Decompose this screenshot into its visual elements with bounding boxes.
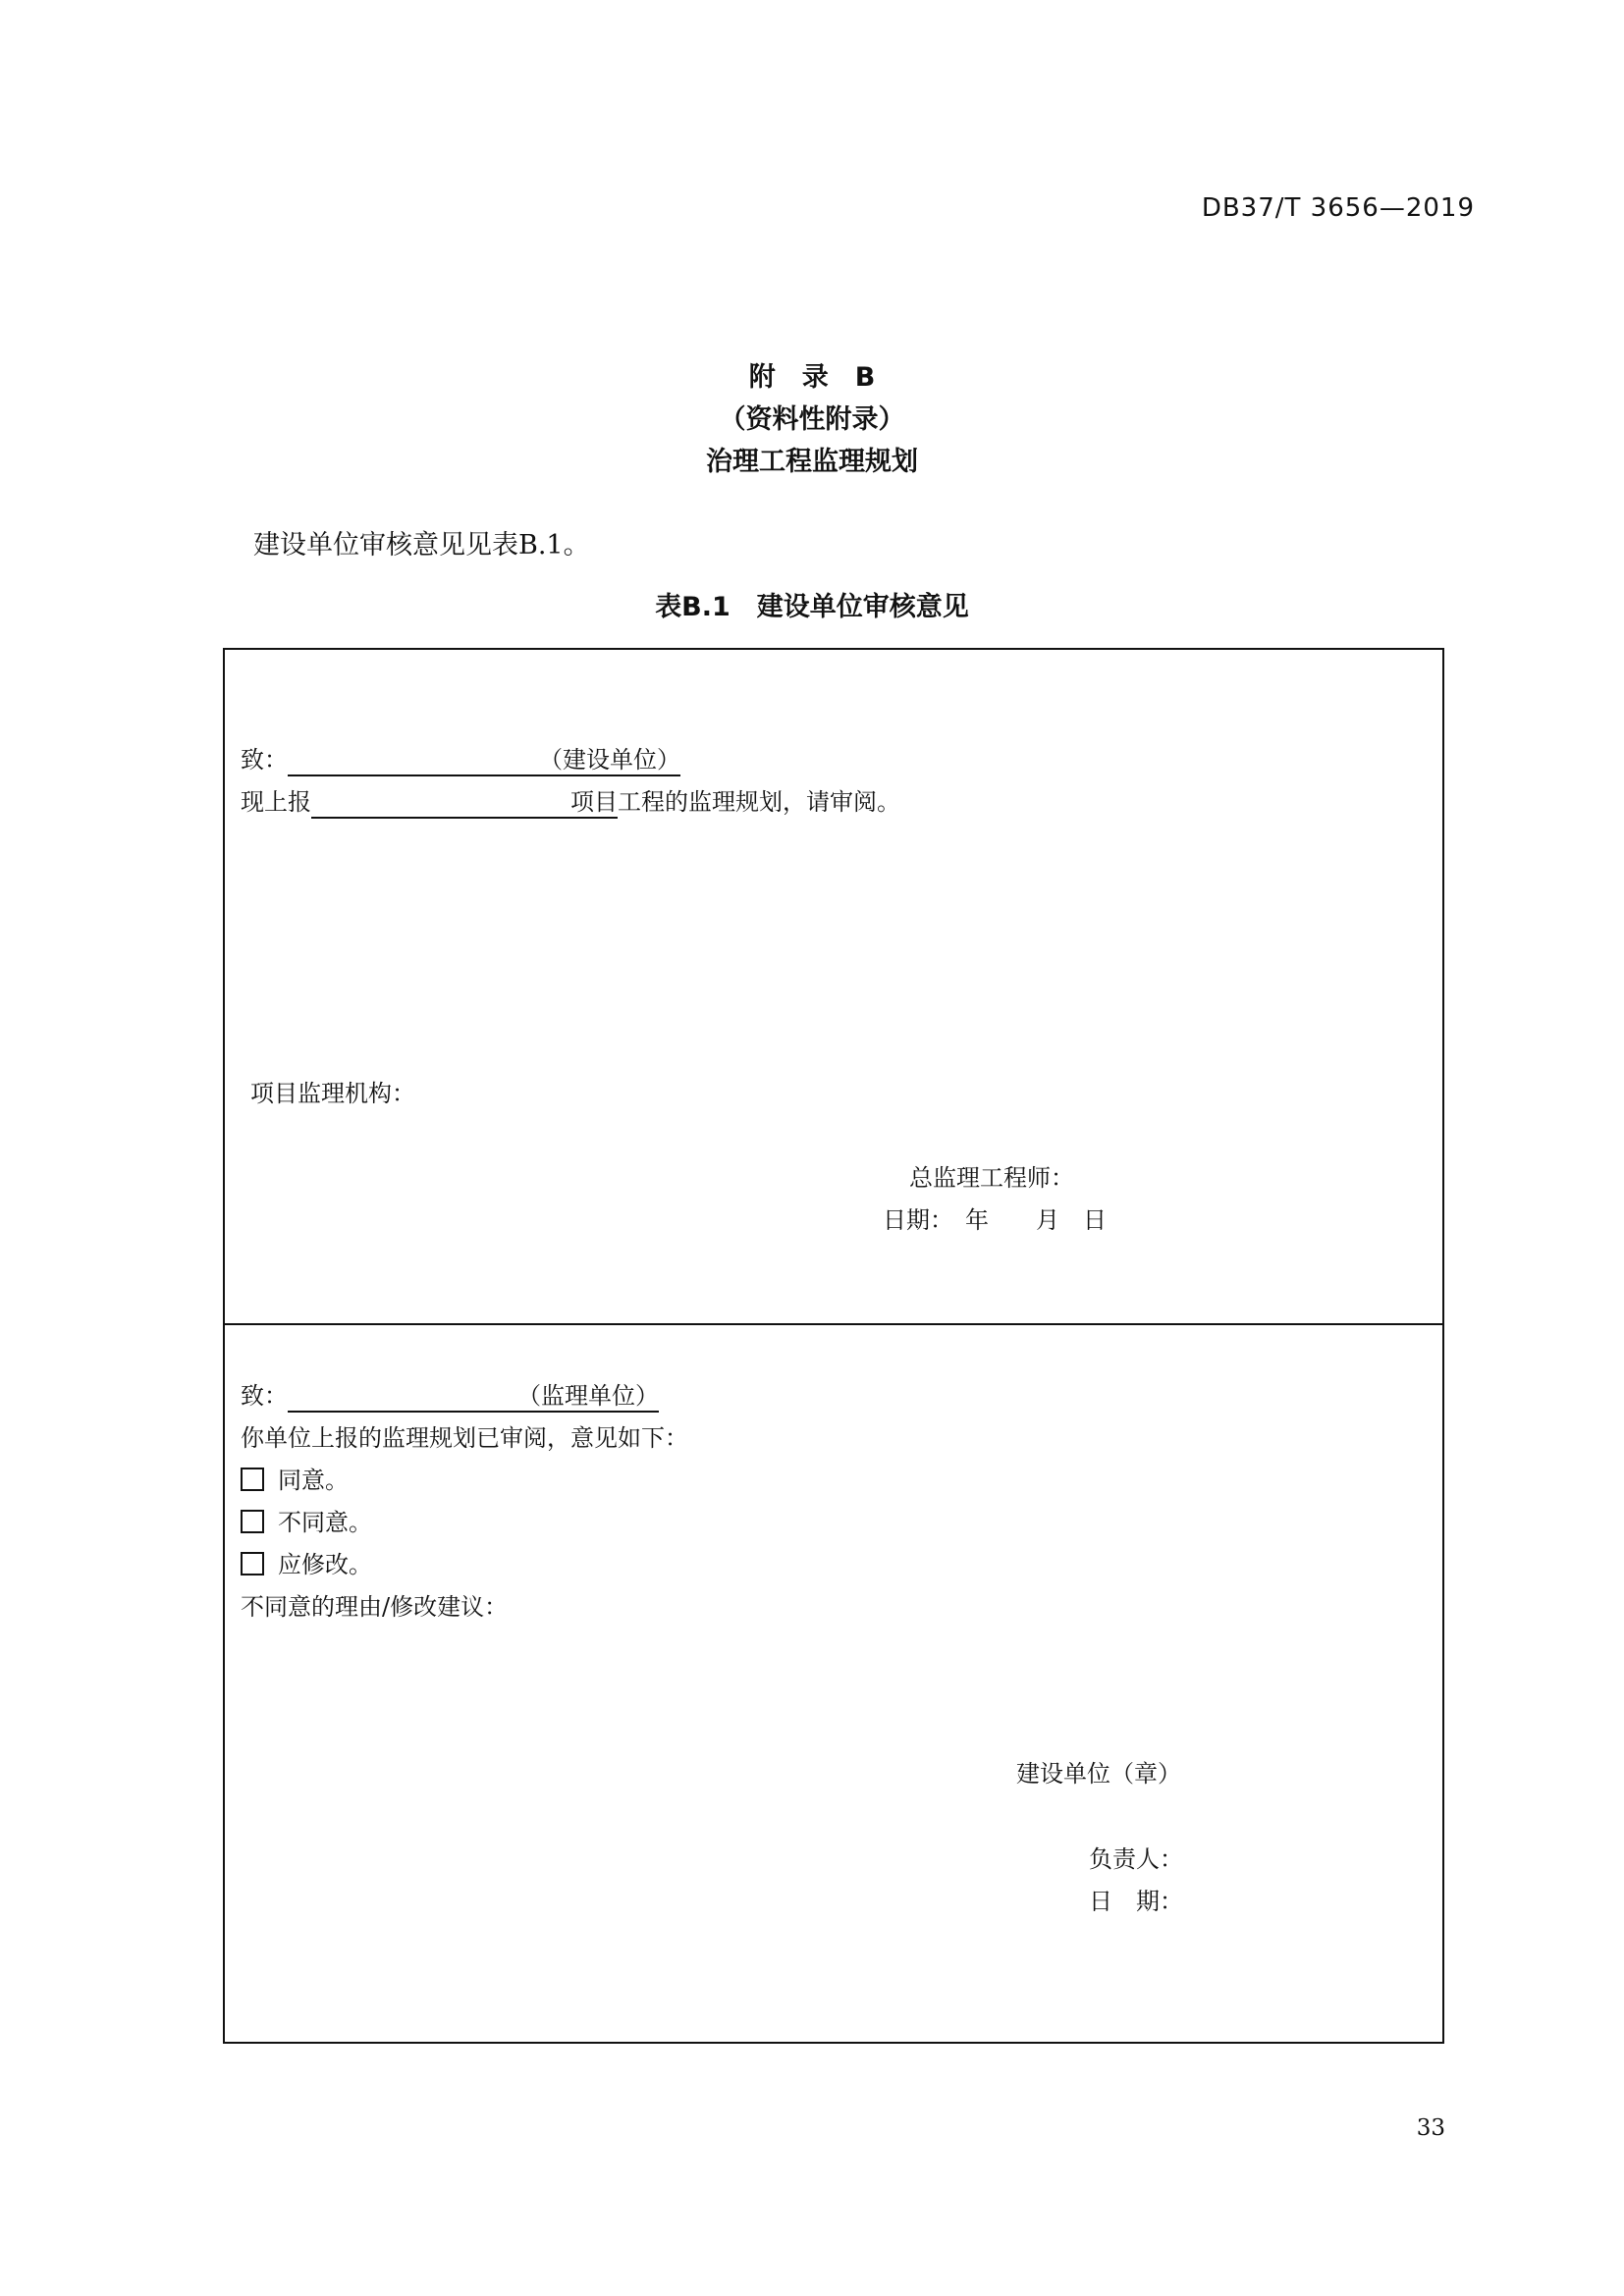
- report-prefix: 现上报: [241, 788, 311, 816]
- option-agree[interactable]: [241, 1461, 349, 1495]
- responsible-person-label: 负责人：: [1089, 1845, 1183, 1873]
- section1-to-line: [241, 740, 680, 776]
- section-divider: [225, 1323, 1442, 1325]
- section2-to-line: [241, 1376, 659, 1413]
- section1-date-label: 日期： 年 月 日: [883, 1206, 1107, 1234]
- appendix-title: 附 录 B: [748, 362, 876, 393]
- option-revise-label: 应修改。: [278, 1551, 372, 1578]
- page-number: 33: [1416, 2115, 1445, 2141]
- reason-label: 不同意的理由/修改建议：: [241, 1593, 509, 1621]
- project-name-blank[interactable]: [311, 788, 618, 819]
- supervision-org-label: 项目监理机构：: [250, 1080, 415, 1107]
- report-rest: 工程的监理规划，请审阅。: [618, 788, 900, 816]
- option-agree-label: 同意。: [278, 1467, 349, 1494]
- document-code: DB37/T 3656—2019: [1201, 193, 1475, 223]
- chief-engineer-label: 总监理工程师：: [909, 1164, 1074, 1192]
- option-disagree[interactable]: [241, 1503, 372, 1537]
- report-line: [241, 782, 900, 819]
- construction-unit-seal-label: 建设单位（章）: [1016, 1760, 1181, 1788]
- construction-unit-label: （建设单位）: [539, 746, 680, 774]
- to-label: 致：: [241, 746, 288, 774]
- section2-intro: 你单位上报的监理规划已审阅，意见如下：: [241, 1424, 688, 1452]
- intro-text: 建设单位审核意见见表B.1。: [253, 530, 590, 561]
- option-revise[interactable]: [241, 1545, 372, 1579]
- appendix-nature: （资料性附录）: [719, 404, 905, 435]
- supervision-unit-blank[interactable]: [288, 1382, 659, 1413]
- section2-date-label: 日 期：: [1089, 1888, 1183, 1915]
- option-disagree-label: 不同意。: [278, 1509, 372, 1536]
- to-label: 致：: [241, 1382, 288, 1410]
- review-form: [223, 648, 1444, 2044]
- table-caption: 表B.1 建设单位审核意见: [655, 592, 969, 622]
- project-label: 项目: [570, 788, 618, 816]
- construction-unit-blank[interactable]: [288, 746, 680, 776]
- checkbox-icon[interactable]: [241, 1552, 264, 1575]
- supervision-unit-label: （监理单位）: [517, 1382, 659, 1410]
- checkbox-icon[interactable]: [241, 1510, 264, 1533]
- checkbox-icon[interactable]: [241, 1468, 264, 1491]
- appendix-subject: 治理工程监理规划: [706, 447, 918, 477]
